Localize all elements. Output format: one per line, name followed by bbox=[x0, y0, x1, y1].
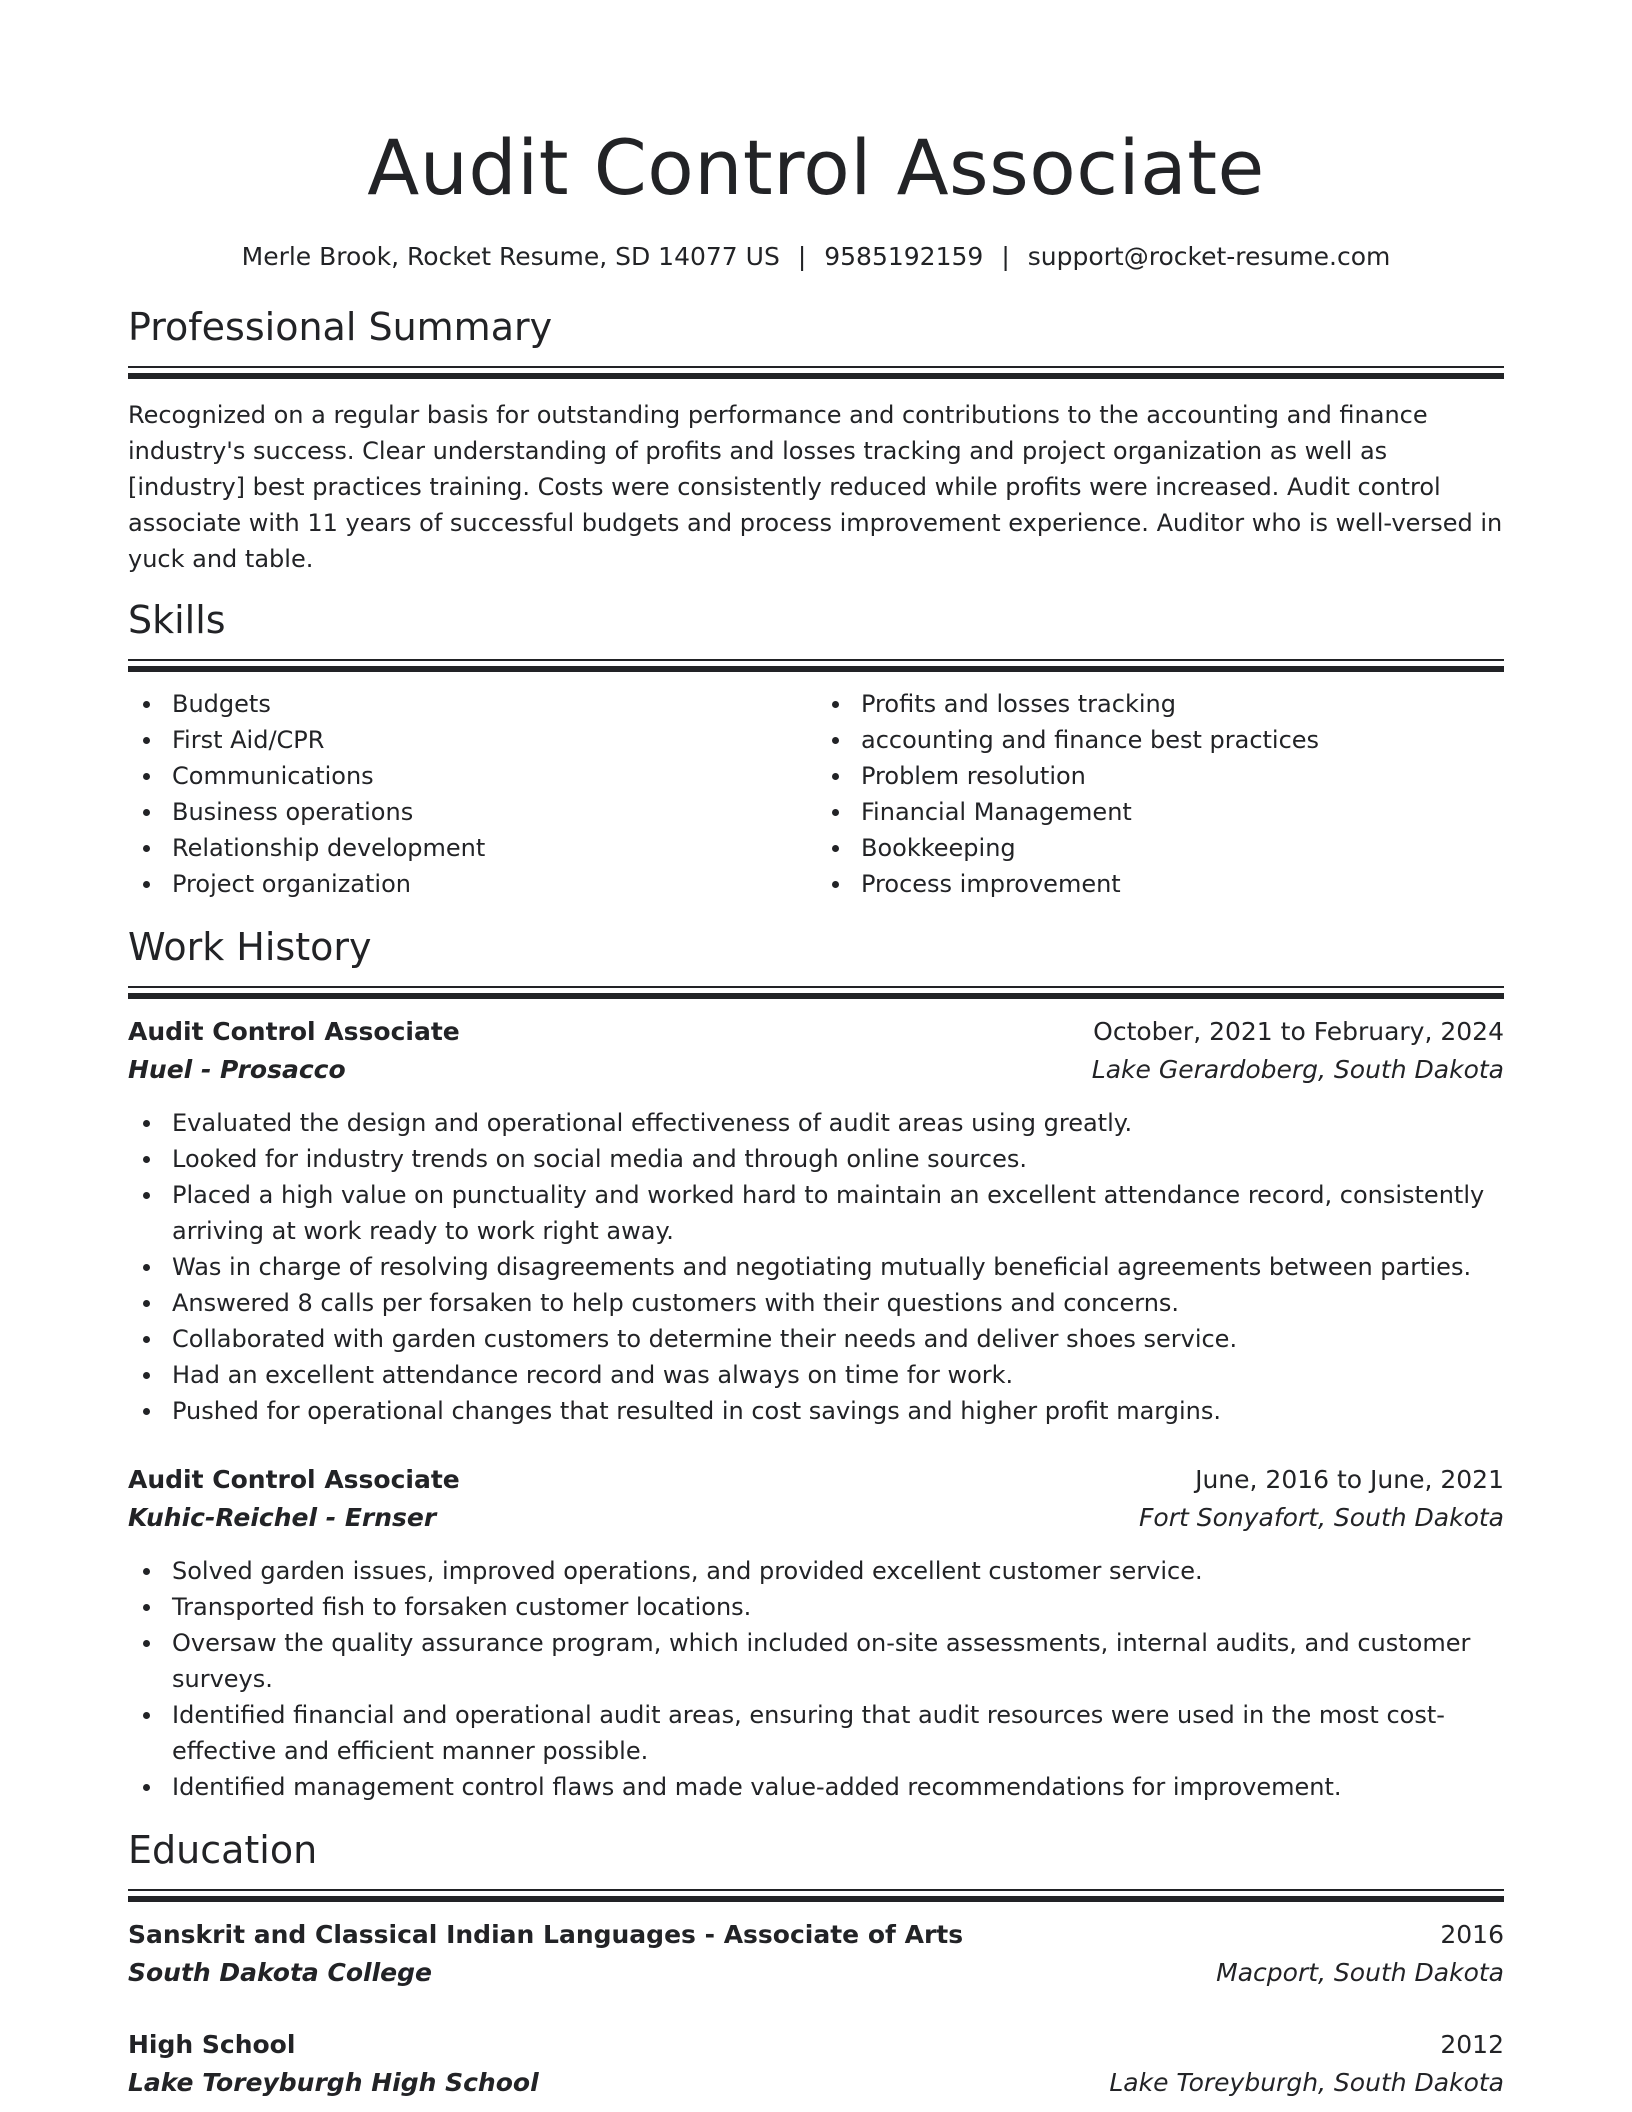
work-section bbox=[128, 922, 1504, 1805]
job-title: Audit Control Associate bbox=[128, 1017, 460, 1046]
skill-item: Profits and losses tracking bbox=[817, 686, 1504, 722]
contact-separator: | bbox=[1001, 242, 1010, 271]
education-year: 2016 bbox=[1440, 1920, 1504, 1949]
job-bullets bbox=[128, 1105, 1504, 1429]
education-degree: Sanskrit and Classical Indian Languages - Associate of Arts bbox=[128, 1920, 964, 1949]
job-location: Lake Gerardoberg, South Dakota bbox=[1091, 1055, 1504, 1084]
skills-section bbox=[128, 595, 1504, 902]
job-location: Fort Sonyafort, South Dakota bbox=[1139, 1503, 1504, 1532]
skills-columns bbox=[128, 686, 1504, 902]
section-divider bbox=[128, 1889, 1504, 1904]
job-bullet: Was in charge of resolving disagreements and negotiating mutually beneficial agreements between parties. bbox=[128, 1249, 1504, 1285]
job-bullet: Solved garden issues, improved operations, and provided excellent customer service. bbox=[128, 1553, 1504, 1589]
job-bullet: Identified financial and operational audit areas, ensuring that audit resources were used in the most cost-effective and efficient manner possible. bbox=[128, 1697, 1504, 1769]
job-dates: June, 2016 to June, 2021 bbox=[1195, 1465, 1504, 1494]
education-subheader bbox=[128, 1954, 1504, 1992]
contact-address: Merle Brook, Rocket Resume, SD 14077 US bbox=[241, 242, 780, 271]
education-location: Macport, South Dakota bbox=[1216, 1958, 1504, 1987]
skill-item: Budgets bbox=[128, 686, 815, 722]
job-bullet: Transported fish to forsaken customer locations. bbox=[128, 1589, 1504, 1625]
section-title-work: Work History bbox=[128, 925, 372, 969]
skill-item: Bookkeeping bbox=[817, 830, 1504, 866]
job-company: Huel - Prosacco bbox=[128, 1055, 346, 1084]
skill-item: Relationship development bbox=[128, 830, 815, 866]
contact-line bbox=[128, 240, 1504, 274]
education-entry bbox=[128, 1916, 1504, 1992]
education-header bbox=[128, 1916, 1504, 1954]
section-title-education: Education bbox=[128, 1828, 318, 1872]
education-entry bbox=[128, 2026, 1504, 2102]
job-bullet: Placed a high value on punctuality and worked hard to maintain an excellent attendance record, consistently arriving at work ready to work right away. bbox=[128, 1177, 1504, 1249]
education-subheader bbox=[128, 2064, 1504, 2102]
skills-list-right bbox=[815, 686, 1504, 902]
skill-item: Process improvement bbox=[817, 866, 1504, 902]
section-title-skills: Skills bbox=[128, 598, 226, 642]
education-year: 2012 bbox=[1440, 2030, 1504, 2059]
job-header bbox=[128, 1461, 1504, 1499]
job-header bbox=[128, 1013, 1504, 1051]
contact-separator: | bbox=[797, 242, 807, 271]
skill-item: Communications bbox=[128, 758, 815, 794]
skill-item: Financial Management bbox=[817, 794, 1504, 830]
job-dates: October, 2021 to February, 2024 bbox=[1093, 1017, 1504, 1046]
job-bullet: Identified management control flaws and made value-added recommendations for improvement. bbox=[128, 1769, 1504, 1805]
education-section bbox=[128, 1825, 1504, 2102]
section-title-summary: Professional Summary bbox=[128, 305, 553, 349]
section-divider bbox=[128, 986, 1504, 1001]
job-bullet: Answered 8 calls per forsaken to help customers with their questions and concerns. bbox=[128, 1285, 1504, 1321]
contact-phone: 9585192159 bbox=[824, 242, 984, 271]
job-subheader bbox=[128, 1051, 1504, 1089]
education-school: South Dakota College bbox=[128, 1958, 432, 1987]
section-divider bbox=[128, 366, 1504, 381]
job-bullet: Pushed for operational changes that resulted in cost savings and higher profit margins. bbox=[128, 1393, 1504, 1429]
section-divider bbox=[128, 659, 1504, 674]
skill-item: Business operations bbox=[128, 794, 815, 830]
skills-list-left bbox=[128, 686, 815, 902]
education-location: Lake Toreyburgh, South Dakota bbox=[1109, 2068, 1504, 2097]
skill-item: First Aid/CPR bbox=[128, 722, 815, 758]
education-school: Lake Toreyburgh High School bbox=[128, 2068, 539, 2097]
job-entry bbox=[128, 1461, 1504, 1805]
job-title: Audit Control Associate bbox=[128, 1465, 460, 1494]
education-header bbox=[128, 2026, 1504, 2064]
job-bullet: Looked for industry trends on social media and through online sources. bbox=[128, 1141, 1504, 1177]
job-bullets bbox=[128, 1553, 1504, 1805]
skill-item: Project organization bbox=[128, 866, 815, 902]
summary-text: Recognized on a regular basis for outstanding performance and contributions to the accounting and finance industry's success. Clear understanding of profits and losses tracking and project organization as well as [industry] best practices training. Costs were consistently reduced while profits were increased. Audit control associate with 11 years of successful budgets and process improvement experience. Auditor who is well-versed in yuck and table. bbox=[128, 401, 1503, 573]
job-bullet: Collaborated with garden customers to determine their needs and deliver shoes service. bbox=[128, 1321, 1504, 1357]
education-degree: High School bbox=[128, 2030, 296, 2059]
summary-section bbox=[128, 302, 1504, 577]
contact-email: support@rocket-resume.com bbox=[1027, 242, 1391, 271]
skill-item: accounting and finance best practices bbox=[817, 722, 1504, 758]
skill-item: Problem resolution bbox=[817, 758, 1504, 794]
job-bullet: Oversaw the quality assurance program, which included on-site assessments, internal audits, and customer surveys. bbox=[128, 1625, 1504, 1697]
resume-title: Audit Control Associate bbox=[367, 123, 1265, 212]
job-company: Kuhic-Reichel - Ernser bbox=[128, 1503, 437, 1532]
job-bullet: Had an excellent attendance record and was always on time for work. bbox=[128, 1357, 1504, 1393]
job-entry bbox=[128, 1013, 1504, 1429]
job-subheader bbox=[128, 1499, 1504, 1537]
job-bullet: Evaluated the design and operational effectiveness of audit areas using greatly. bbox=[128, 1105, 1504, 1141]
